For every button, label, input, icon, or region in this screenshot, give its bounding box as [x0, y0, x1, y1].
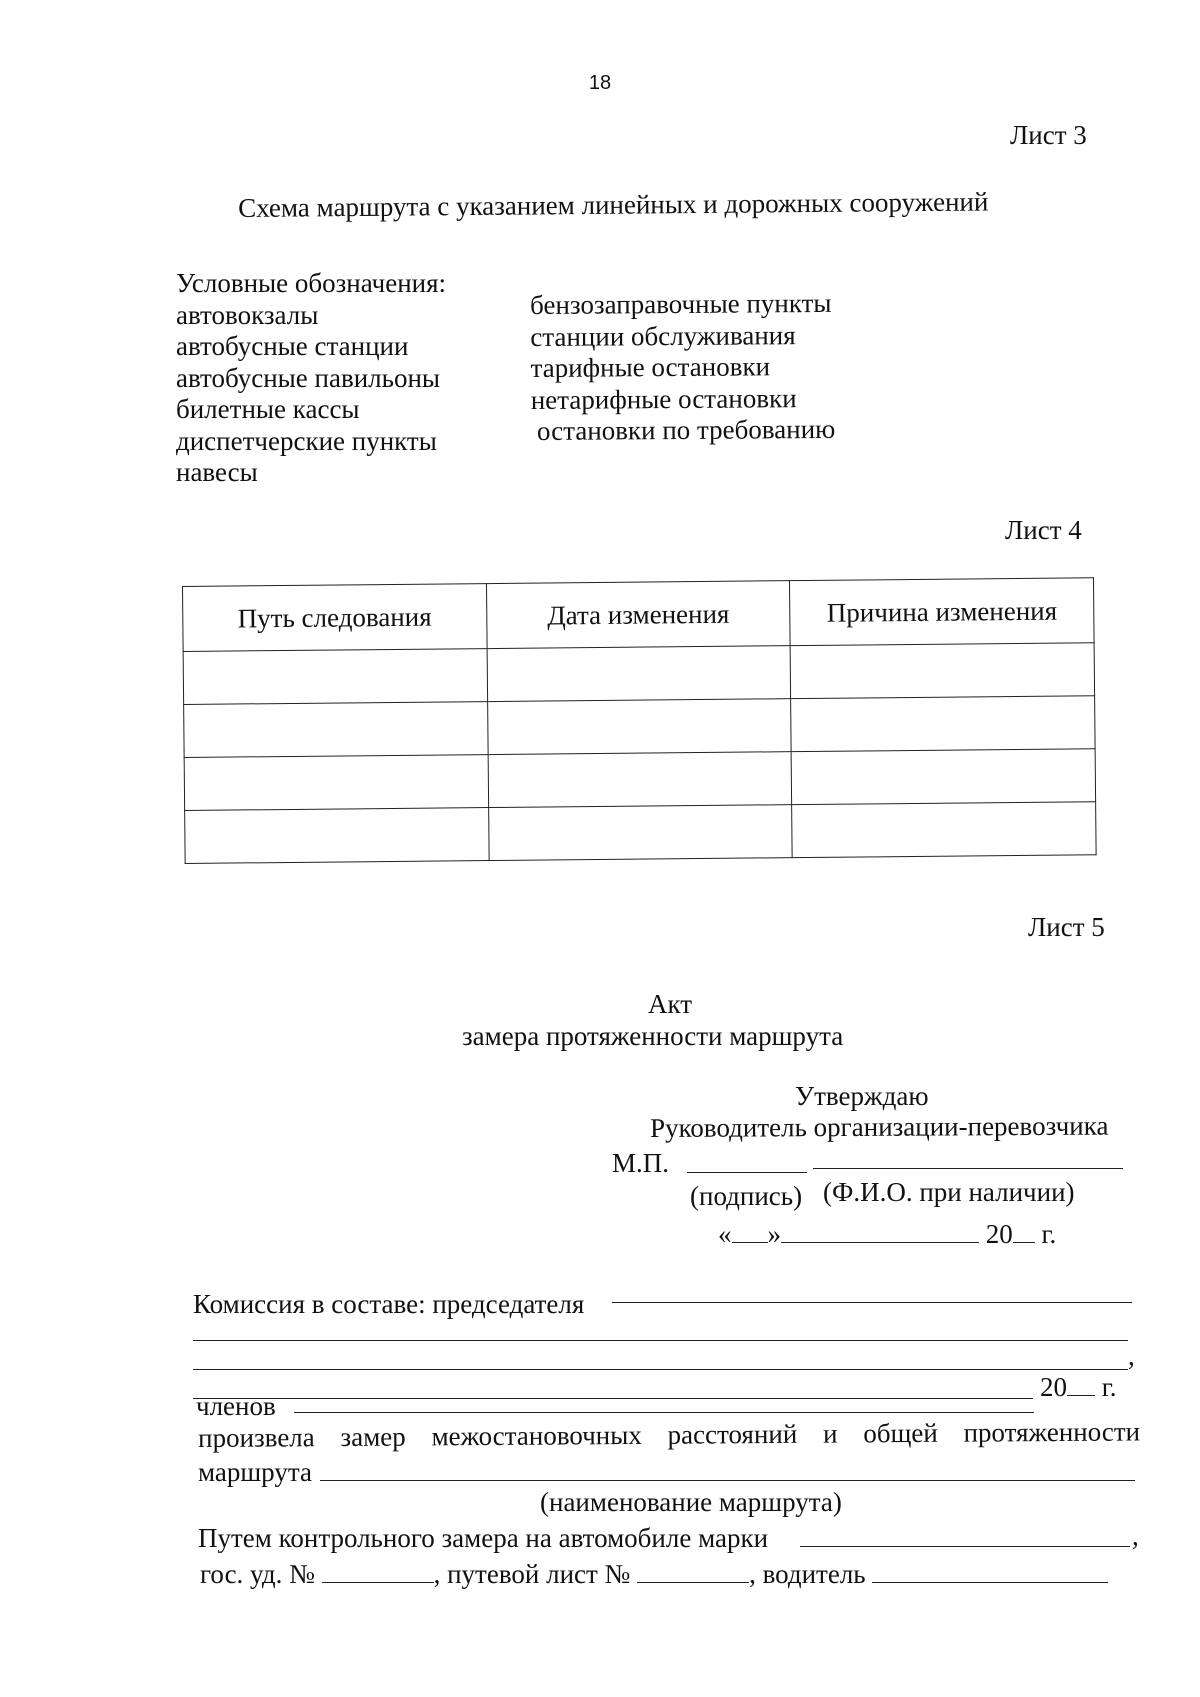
performed-statement	[198, 1415, 1140, 1454]
page-number: 18	[588, 72, 612, 94]
statement-word: замер	[340, 1421, 406, 1453]
table-row	[184, 696, 1095, 758]
year-field[interactable]	[1067, 1369, 1095, 1396]
column-header-route: Путь следования	[183, 584, 487, 652]
year-field[interactable]	[1013, 1216, 1035, 1243]
table-row	[183, 643, 1094, 705]
members-line[interactable]	[294, 1412, 1034, 1413]
year-prefix: 20	[1040, 1372, 1067, 1402]
year-suffix: г.	[1101, 1372, 1117, 1402]
table-cell[interactable]	[184, 702, 488, 758]
act-subtitle: замера протяженности маршрута	[462, 1021, 844, 1051]
legend-item: навесы	[176, 457, 258, 487]
table-header-row	[183, 578, 1095, 652]
name-caption: (Ф.И.О. при наличии)	[823, 1177, 1075, 1207]
month-field[interactable]	[781, 1216, 979, 1243]
act-title: Акт	[647, 989, 693, 1019]
table-cell[interactable]	[488, 805, 792, 861]
legend-item: автобусные павильоны	[176, 362, 441, 393]
date-open-quote: «	[718, 1219, 732, 1249]
table-cell[interactable]	[792, 802, 1096, 858]
legend-item: станции обслуживания	[530, 319, 796, 352]
waybill-label: , путевой лист №	[433, 1559, 631, 1589]
driver-label: , водитель	[749, 1559, 866, 1589]
vehicle-comma: ,	[1132, 1521, 1139, 1551]
table-cell[interactable]	[183, 649, 487, 705]
commission-comma: ,	[1128, 1341, 1135, 1371]
statement-word: расстояний	[667, 1418, 798, 1450]
legend-item: автовокзалы	[176, 299, 319, 330]
legend-item: бензозаправочные пункты	[530, 287, 832, 320]
plate-number-field[interactable]	[322, 1556, 434, 1583]
driver-name-field[interactable]	[872, 1556, 1108, 1583]
date-close-quote: »	[767, 1219, 781, 1249]
table-row	[184, 749, 1095, 811]
table-cell[interactable]	[488, 752, 792, 808]
name-line[interactable]	[813, 1168, 1123, 1169]
chairman-line[interactable]	[612, 1302, 1132, 1303]
route-scheme-title: Схема маршрута с указанием линейных и дорожных сооружений	[238, 186, 989, 223]
sheet-3-label: Лист 3	[1010, 120, 1087, 150]
approve-label: Утверждаю	[795, 1081, 929, 1111]
statement-word: произвела	[198, 1422, 315, 1453]
waybill-number-field[interactable]	[637, 1556, 749, 1583]
commission-label: Комиссия в составе: председателя	[193, 1289, 585, 1319]
legend-item: автобусные станции	[176, 331, 409, 361]
table-cell[interactable]	[791, 696, 1095, 752]
approval-date	[718, 1216, 1056, 1250]
commission-line-1[interactable]	[193, 1340, 1128, 1341]
table-cell[interactable]	[184, 755, 488, 811]
commission-year	[1040, 1369, 1117, 1403]
legend-left-column	[176, 268, 446, 489]
legend-item: нетарифные остановки	[530, 382, 797, 415]
stamp-label: М.П.	[612, 1148, 670, 1178]
signature-line[interactable]	[687, 1172, 807, 1173]
commission-line-3[interactable]	[193, 1398, 1033, 1399]
route-name-caption: (наименование маршрута)	[540, 1487, 842, 1517]
signature-caption: (подпись)	[690, 1181, 803, 1211]
vehicle-make-line[interactable]	[800, 1546, 1130, 1547]
statement-word: межостановочных	[431, 1419, 642, 1452]
plate-label: гос. уд. №	[200, 1559, 315, 1589]
legend-item: диспетчерские пункты	[176, 425, 437, 456]
approver-title: Руководитель организации-перевозчика	[650, 1110, 1109, 1143]
members-label: членов	[196, 1391, 276, 1421]
route-name-line[interactable]	[320, 1480, 1135, 1481]
route-label: маршрута	[198, 1457, 312, 1487]
legend-item: остановки по требованию	[536, 413, 836, 446]
legend-item: тарифные остановки	[530, 351, 771, 383]
legend-right-column	[530, 288, 835, 448]
statement-word: и	[822, 1418, 838, 1449]
vehicle-label: Путем контрольного замера на автомобиле марки	[198, 1523, 769, 1553]
table-cell[interactable]	[791, 749, 1095, 805]
table-cell[interactable]	[487, 646, 791, 702]
legend-heading: Условные обозначения:	[176, 268, 447, 298]
legend-item: билетные кассы	[176, 394, 360, 424]
column-header-date: Дата изменения	[486, 581, 790, 649]
plate-waybill-driver-line	[200, 1556, 1108, 1590]
statement-word: общей	[863, 1417, 938, 1449]
commission-line-2[interactable]	[193, 1369, 1128, 1370]
table-cell[interactable]	[487, 699, 791, 755]
table-cell[interactable]	[185, 808, 489, 864]
sheet-5-label: Лист 5	[1028, 912, 1105, 942]
statement-word: протяженности	[963, 1416, 1141, 1448]
day-field[interactable]	[732, 1216, 768, 1243]
table-row	[185, 802, 1096, 864]
sheet-4-label: Лист 4	[1005, 515, 1082, 545]
route-changes-table	[182, 577, 1097, 864]
year-prefix: 20	[985, 1219, 1013, 1249]
table-cell[interactable]	[790, 643, 1094, 699]
column-header-reason: Причина изменения	[790, 578, 1094, 646]
year-suffix: г.	[1041, 1219, 1057, 1249]
